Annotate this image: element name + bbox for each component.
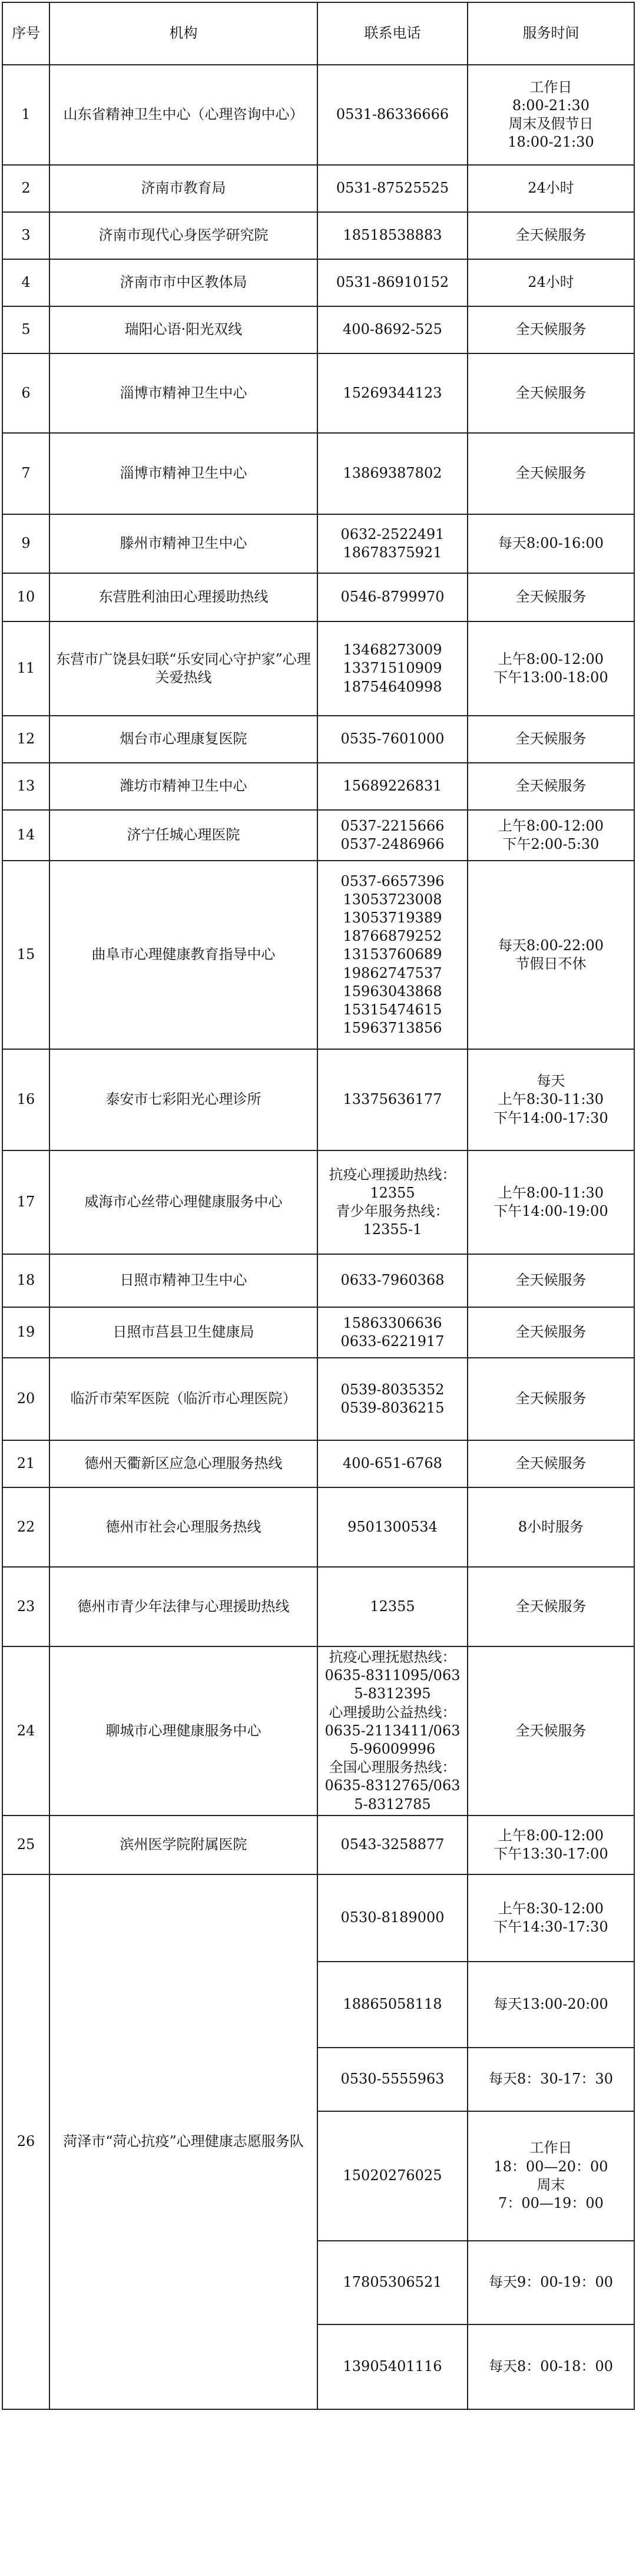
row-hours: [468, 763, 634, 810]
row-hours-line: 节假日不休: [515, 955, 587, 972]
row-phone: [317, 861, 468, 1049]
row-hours: [468, 1874, 634, 1962]
row-phone-line: 13869387802: [343, 465, 442, 482]
row-no: 12: [2, 716, 49, 763]
row-phone-line: 13375636177: [343, 1091, 442, 1108]
row-no: 23: [2, 1567, 49, 1646]
row-phone-line: 12355: [370, 1598, 415, 1615]
table-row: [2, 1358, 634, 1440]
row-hours: [468, 1254, 634, 1307]
row-hours-line: 8:00-21:30: [512, 97, 590, 114]
header-phone: 联系电话: [317, 2, 468, 65]
row-org: 东营市广饶县妇联“乐安同心守护家”心理关爱热线: [49, 621, 317, 716]
hotline-table: [2, 2, 635, 2410]
row-phone: [317, 165, 468, 212]
header-no: 序号: [2, 2, 49, 65]
table-row: [2, 1816, 634, 1874]
row-hours-line: 下午2:00-5:30: [502, 836, 599, 852]
row-phone: [317, 353, 468, 433]
row-org: 聊城市心理健康服务中心: [49, 1646, 317, 1816]
row-no: 11: [2, 621, 49, 716]
row-phone: [317, 2111, 468, 2241]
row-phone-line: 0633-7960368: [340, 1272, 445, 1289]
row-phone-line: 400-651-6768: [343, 1455, 442, 1472]
row-phone: [317, 1440, 468, 1487]
row-phone-line: 0535-7601000: [340, 730, 445, 748]
row-hours-line: 全天候服务: [515, 1722, 587, 1739]
table-row: [2, 65, 634, 165]
row-phone: [317, 716, 468, 763]
row-no: 6: [2, 353, 49, 433]
row-no: 22: [2, 1487, 49, 1567]
row-phone-line: 17805306521: [343, 2274, 442, 2291]
row-phone: [317, 1049, 468, 1150]
row-hours-line: 8小时服务: [518, 1518, 584, 1535]
row-hours: [468, 1150, 634, 1254]
row-phone-line: 15863306636: [343, 1314, 442, 1331]
row-phone-line: 0546-8799970: [340, 588, 445, 606]
row-hours-line: 24小时: [528, 274, 574, 291]
row-phone-line: 0635-8311095/0635-8312395: [324, 1667, 461, 1702]
table-row: [2, 573, 634, 621]
row-hours: [468, 716, 634, 763]
row-phone-line: 0531-86910152: [336, 274, 449, 291]
row-phone-line: 0632-2522491: [340, 525, 445, 543]
row-hours-line: 全天候服务: [515, 321, 587, 338]
row-phone-line: 18754640998: [343, 678, 442, 695]
row-org: 德州市青少年法律与心理援助热线: [49, 1567, 317, 1646]
table-row: [2, 621, 634, 716]
row-hours: [468, 1567, 634, 1646]
row-phone-line: 15689226831: [343, 778, 442, 795]
row-hours-line: 每天8:00-22:00: [498, 937, 604, 954]
row-org: 德州市社会心理服务热线: [49, 1487, 317, 1567]
row-phone-line: 抗疫心理援助热线：: [329, 1166, 456, 1183]
row-phone: [317, 1307, 468, 1358]
table-row: [2, 514, 634, 573]
row-phone-line: 15963043868: [343, 983, 442, 1000]
row-hours-line: 每天8:00-16:00: [498, 535, 604, 552]
row-phone: [317, 1358, 468, 1440]
table-row: [2, 1487, 634, 1567]
row-org: 临沂市荣军医院（临沂市心理医院）: [49, 1358, 317, 1440]
row-phone: [317, 2241, 468, 2324]
table-row: [2, 1049, 634, 1150]
row-no: 10: [2, 573, 49, 621]
table-row: [2, 259, 634, 306]
row-hours: [468, 2324, 634, 2409]
row-phone: [317, 1646, 468, 1816]
row-phone-line: 12355-1: [363, 1221, 422, 1238]
row-hours-line: 全天候服务: [515, 730, 587, 748]
row-hours: [468, 353, 634, 433]
row-hours-line: 全天候服务: [515, 1272, 587, 1289]
row-phone: [317, 1254, 468, 1307]
row-phone-line: 0633-6221917: [340, 1333, 445, 1350]
row-phone-line: 12355: [370, 1184, 415, 1201]
table-row: [2, 1254, 634, 1307]
row-hours-line: 24小时: [528, 180, 574, 197]
row-phone-line: 13053723008: [343, 891, 442, 908]
row-no: 14: [2, 810, 49, 861]
table-row: [2, 1874, 634, 1962]
row-phone-line: 抗疫心理抚慰热线：: [329, 1649, 456, 1665]
row-hours-line: 上午8:30-11:30: [498, 1091, 604, 1108]
row-phone-line: 18865058118: [343, 1996, 442, 2013]
row-phone: [317, 573, 468, 621]
row-hours: [468, 259, 634, 306]
row-org: 德州天衢新区应急心理服务热线: [49, 1440, 317, 1487]
row-hours-line: 18:00-21:30: [508, 134, 594, 151]
row-phone: [317, 1816, 468, 1874]
table-row: [2, 861, 634, 1049]
row-no: 5: [2, 306, 49, 353]
row-no: 9: [2, 514, 49, 573]
row-phone: [317, 2324, 468, 2409]
table-row: [2, 810, 634, 861]
row-phone-line: 13371510909: [343, 660, 442, 677]
row-phone: [317, 810, 468, 861]
row-hours-line: 7：00—19：00: [498, 2194, 604, 2211]
row-hours-line: 上午8:30-12:00: [498, 1900, 604, 1917]
row-phone-line: 13153760689: [343, 946, 442, 963]
row-hours: [468, 65, 634, 165]
row-hours: [468, 514, 634, 573]
row-phone-line: 13053719389: [343, 910, 442, 927]
row-org: 曲阜市心理健康教育指导中心: [49, 861, 317, 1049]
row-org: 山东省精神卫生中心（心理咨询中心）: [49, 65, 317, 165]
row-no: 13: [2, 763, 49, 810]
row-org: 淄博市精神卫生中心: [49, 433, 317, 514]
row-hours-line: 每天8：00-18：00: [489, 2358, 613, 2375]
table-row: [2, 1440, 634, 1487]
row-no: 20: [2, 1358, 49, 1440]
row-hours-line: 上午8:00-11:30: [498, 1184, 604, 1201]
row-hours: [468, 2111, 634, 2241]
row-hours-line: 上午8:00-12:00: [498, 650, 604, 667]
row-hours-line: 全天候服务: [515, 588, 587, 606]
row-phone-line: 0635-2113411/0635-96009996: [324, 1722, 461, 1757]
row-phone-line: 9501300534: [347, 1518, 438, 1535]
row-phone-line: 18678375921: [343, 544, 442, 561]
row-org: 瑞阳心语·阳光双线: [49, 306, 317, 353]
row-org: 东营胜利油田心理援助热线: [49, 573, 317, 621]
row-hours-line: 全天候服务: [515, 1324, 587, 1341]
row-hours-line: 周末及假节日: [508, 115, 594, 132]
row-no: 7: [2, 433, 49, 514]
row-hours-line: 下午13:30-17:00: [493, 1845, 608, 1862]
row-no: 24: [2, 1646, 49, 1816]
table-row: [2, 763, 634, 810]
row-hours-line: 下午14:00-17:30: [493, 1109, 608, 1126]
row-phone: [317, 621, 468, 716]
row-org: 滨州医学院附属医院: [49, 1816, 317, 1874]
row-hours: [468, 810, 634, 861]
row-org: 威海市心丝带心理健康服务中心: [49, 1150, 317, 1254]
row-phone-line: 19862747537: [343, 964, 442, 981]
row-phone-line: 0537-2486966: [340, 836, 445, 852]
row-hours-line: 周末: [536, 2176, 565, 2193]
row-phone-line: 0537-2215666: [340, 817, 445, 834]
row-org: 日照市精神卫生中心: [49, 1254, 317, 1307]
row-hours-line: 18：00—20：00: [493, 2158, 608, 2175]
row-org: 淄博市精神卫生中心: [49, 353, 317, 433]
row-hours-line: 全天候服务: [515, 465, 587, 482]
row-phone-line: 0530-5555963: [340, 2071, 445, 2088]
row-hours: [468, 1962, 634, 2048]
row-phone: [317, 259, 468, 306]
row-phone: [317, 763, 468, 810]
header-org: 机构: [49, 2, 317, 65]
row-no: 1: [2, 65, 49, 165]
row-phone: [317, 1150, 468, 1254]
row-org: 菏泽市“菏心抗疫”心理健康志愿服务队: [49, 1874, 317, 2409]
row-org: 潍坊市精神卫生中心: [49, 763, 317, 810]
row-hours: [468, 433, 634, 514]
row-no: 15: [2, 861, 49, 1049]
row-hours-line: 每天9：00-19：00: [489, 2274, 613, 2291]
row-phone-line: 0531-86336666: [336, 106, 449, 123]
row-phone-line: 15020276025: [343, 2167, 442, 2184]
table-row: [2, 716, 634, 763]
header-hours: 服务时间: [468, 2, 634, 65]
row-org: 济南市教育局: [49, 165, 317, 212]
row-no: 4: [2, 259, 49, 306]
row-no: 2: [2, 165, 49, 212]
table-row: [2, 165, 634, 212]
table-row: [2, 306, 634, 353]
row-hours: [468, 2241, 634, 2324]
row-hours: [468, 1487, 634, 1567]
table-row: [2, 1150, 634, 1254]
row-phone-line: 0635-8312765/0635-8312785: [324, 1777, 461, 1813]
row-hours: [468, 1049, 634, 1150]
row-phone-line: 0539-8036215: [340, 1400, 445, 1416]
row-org: 济南市市中区教体局: [49, 259, 317, 306]
row-hours-line: 工作日: [529, 78, 572, 95]
row-hours-line: 每天13:00-20:00: [493, 1996, 608, 2013]
row-hours: [468, 621, 634, 716]
row-org: 烟台市心理康复医院: [49, 716, 317, 763]
row-no: 16: [2, 1049, 49, 1150]
row-phone-line: 18766879252: [343, 928, 442, 945]
row-hours: [468, 212, 634, 259]
row-phone-line: 0543-3258877: [340, 1836, 445, 1853]
row-phone-line: 0530-8189000: [340, 1909, 445, 1926]
row-hours-line: 全天候服务: [515, 778, 587, 795]
row-hours-line: 全天候服务: [515, 227, 587, 244]
row-hours-line: 下午13:00-18:00: [493, 669, 608, 686]
row-phone: [317, 1567, 468, 1646]
table-row: [2, 433, 634, 514]
row-no: 18: [2, 1254, 49, 1307]
row-no: 19: [2, 1307, 49, 1358]
row-hours: [468, 1816, 634, 1874]
row-hours-line: 下午14:00-19:00: [493, 1203, 608, 1219]
row-hours: [468, 1307, 634, 1358]
row-org: 日照市莒县卫生健康局: [49, 1307, 317, 1358]
row-phone-line: 心理援助公益热线：: [329, 1704, 456, 1721]
row-hours-line: 下午14:30-17:30: [493, 1918, 608, 1935]
row-hours: [468, 1440, 634, 1487]
row-phone-line: 13905401116: [343, 2358, 442, 2375]
row-phone: [317, 2048, 468, 2111]
table-row: [2, 1307, 634, 1358]
row-phone-line: 0531-87525525: [336, 180, 449, 197]
row-phone: [317, 1487, 468, 1567]
row-phone-line: 400-8692-525: [343, 321, 442, 338]
row-no: 17: [2, 1150, 49, 1254]
row-org: 泰安市七彩阳光心理诊所: [49, 1049, 317, 1150]
row-hours-line: 全天候服务: [515, 1455, 587, 1472]
table-row: [2, 212, 634, 259]
row-phone-line: 0539-8035352: [340, 1381, 445, 1398]
row-hours: [468, 165, 634, 212]
row-hours-line: 全天候服务: [515, 384, 587, 401]
row-hours: [468, 1646, 634, 1816]
row-hours-line: 全天候服务: [515, 1598, 587, 1615]
row-phone: [317, 433, 468, 514]
row-hours: [468, 861, 634, 1049]
row-phone-line: 15315474615: [343, 1001, 442, 1018]
row-hours: [468, 573, 634, 621]
row-hours-line: 全天候服务: [515, 1390, 587, 1407]
row-phone-line: 全国心理服务热线：: [329, 1759, 456, 1776]
row-org: 滕州市精神卫生中心: [49, 514, 317, 573]
row-phone: [317, 306, 468, 353]
row-hours-line: 上午8:00-12:00: [498, 1827, 604, 1844]
row-phone-line: 15269344123: [343, 384, 442, 401]
table-row: [2, 1646, 634, 1816]
row-phone: [317, 1962, 468, 2048]
row-hours-line: 上午8:00-12:00: [498, 817, 604, 834]
row-phone-line: 青少年服务热线：: [336, 1203, 449, 1219]
row-hours: [468, 306, 634, 353]
row-phone: [317, 212, 468, 259]
row-hours: [468, 2048, 634, 2111]
row-no: 21: [2, 1440, 49, 1487]
row-no: 3: [2, 212, 49, 259]
row-phone-line: 18518538883: [343, 227, 442, 244]
row-hours-line: 每天: [536, 1073, 565, 1090]
row-phone: [317, 65, 468, 165]
row-no: 25: [2, 1816, 49, 1874]
row-phone-line: 13468273009: [343, 641, 442, 659]
row-hours-line: 每天8：30-17：30: [489, 2071, 613, 2088]
row-hours: [468, 1358, 634, 1440]
header-row: [2, 2, 634, 65]
row-phone-line: 0537-6657396: [340, 872, 445, 889]
row-hours-line: 工作日: [529, 2139, 572, 2157]
table-row: [2, 1567, 634, 1646]
row-phone: [317, 514, 468, 573]
row-phone: [317, 1874, 468, 1962]
row-phone-line: 15963713856: [343, 1020, 442, 1037]
row-org: 济宁任城心理医院: [49, 810, 317, 861]
row-no: 26: [2, 1874, 49, 2409]
table-row: [2, 353, 634, 433]
row-org: 济南市现代心身医学研究院: [49, 212, 317, 259]
